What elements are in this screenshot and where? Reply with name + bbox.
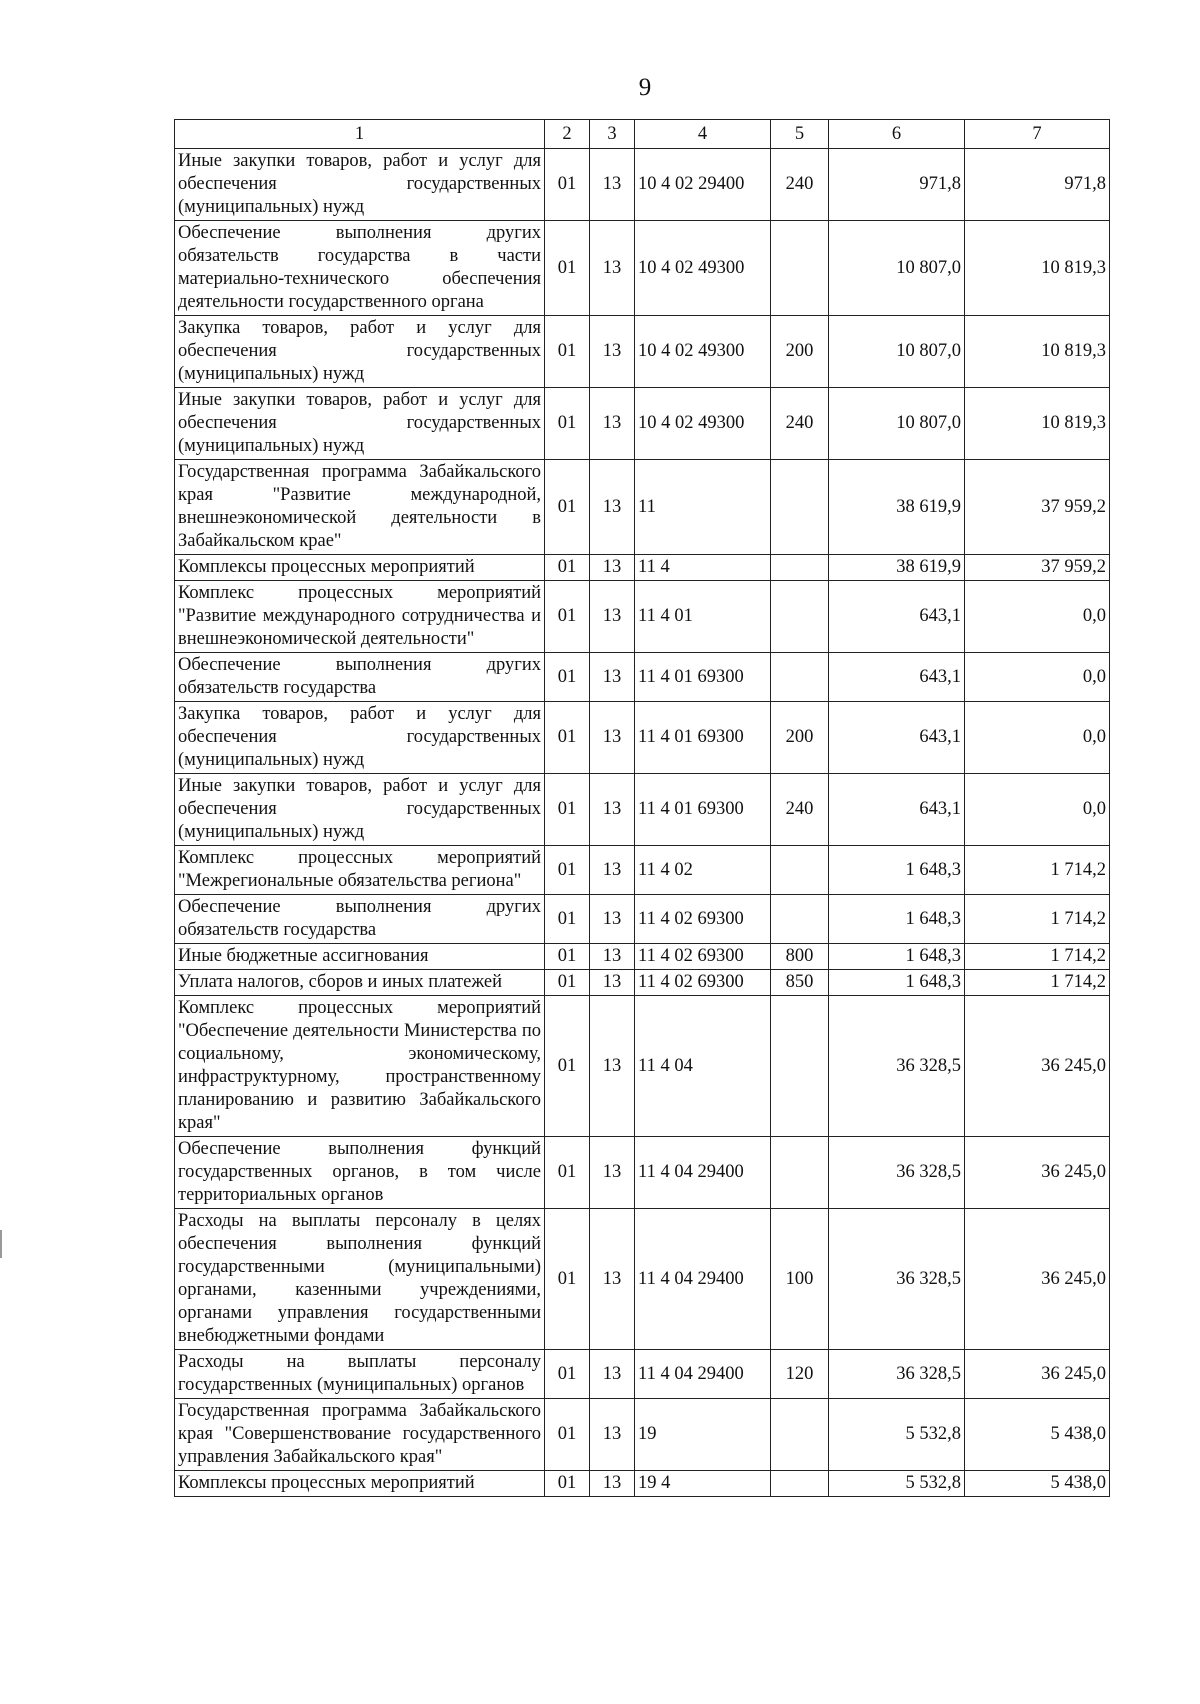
section-code-cell: 01 <box>545 388 590 460</box>
amount-year-1-cell: 643,1 <box>829 774 965 846</box>
scan-edge-mark <box>0 1230 2 1258</box>
expense-type-cell: 100 <box>771 1209 829 1350</box>
amount-year-1-cell: 10 807,0 <box>829 388 965 460</box>
amount-year-2-cell: 10 819,3 <box>965 221 1110 316</box>
table-row <box>175 1137 1110 1209</box>
section-code-cell: 01 <box>545 774 590 846</box>
table-row <box>175 774 1110 846</box>
section-code-cell: 01 <box>545 970 590 996</box>
target-article-cell: 11 4 01 69300 <box>635 653 771 702</box>
table-row <box>175 1209 1110 1350</box>
amount-year-2-cell: 0,0 <box>965 653 1110 702</box>
amount-year-2-cell: 1 714,2 <box>965 944 1110 970</box>
subsection-code-cell: 13 <box>590 149 635 221</box>
expense-type-cell: 240 <box>771 388 829 460</box>
header-cell: 3 <box>590 120 635 149</box>
expense-type-cell <box>771 581 829 653</box>
table-row <box>175 1399 1110 1471</box>
section-code-cell: 01 <box>545 555 590 581</box>
amount-year-1-cell: 1 648,3 <box>829 970 965 996</box>
row-name-cell: Уплата налогов, сборов и иных платежей <box>175 970 545 996</box>
row-name-cell: Расходы на выплаты персоналу в целях обеспечения выполнения функций государственными (муниципальными) органами, казенными учреждениями, органами управления государственными внебюджетными фондами <box>175 1209 545 1350</box>
expense-type-cell <box>771 895 829 944</box>
amount-year-2-cell: 0,0 <box>965 774 1110 846</box>
table-row <box>175 1471 1110 1497</box>
expense-type-cell: 200 <box>771 702 829 774</box>
amount-year-2-cell: 36 245,0 <box>965 1350 1110 1399</box>
header-cell: 2 <box>545 120 590 149</box>
expense-type-cell <box>771 1471 829 1497</box>
subsection-code-cell: 13 <box>590 555 635 581</box>
amount-year-1-cell: 36 328,5 <box>829 1137 965 1209</box>
row-name-cell: Закупка товаров, работ и услуг для обеспечения государственных (муниципальных) нужд <box>175 316 545 388</box>
section-code-cell: 01 <box>545 460 590 555</box>
amount-year-1-cell: 36 328,5 <box>829 1350 965 1399</box>
row-name-cell: Комплексы процессных мероприятий <box>175 555 545 581</box>
table-row <box>175 702 1110 774</box>
expense-type-cell: 240 <box>771 774 829 846</box>
amount-year-1-cell: 1 648,3 <box>829 846 965 895</box>
subsection-code-cell: 13 <box>590 846 635 895</box>
row-name-cell: Иные закупки товаров, работ и услуг для обеспечения государственных (муниципальных) нужд <box>175 149 545 221</box>
section-code-cell: 01 <box>545 653 590 702</box>
amount-year-2-cell: 36 245,0 <box>965 1137 1110 1209</box>
target-article-cell: 10 4 02 29400 <box>635 149 771 221</box>
row-name-cell: Закупка товаров, работ и услуг для обеспечения государственных (муниципальных) нужд <box>175 702 545 774</box>
target-article-cell: 11 4 04 29400 <box>635 1209 771 1350</box>
subsection-code-cell: 13 <box>590 460 635 555</box>
table-row <box>175 388 1110 460</box>
amount-year-1-cell: 1 648,3 <box>829 944 965 970</box>
expense-type-cell: 800 <box>771 944 829 970</box>
subsection-code-cell: 13 <box>590 581 635 653</box>
expense-type-cell <box>771 653 829 702</box>
section-code-cell: 01 <box>545 1350 590 1399</box>
header-cell: 4 <box>635 120 771 149</box>
expense-type-cell: 850 <box>771 970 829 996</box>
target-article-cell: 10 4 02 49300 <box>635 316 771 388</box>
table-row <box>175 221 1110 316</box>
target-article-cell: 11 4 02 <box>635 846 771 895</box>
section-code-cell: 01 <box>545 1137 590 1209</box>
row-name-cell: Расходы на выплаты персоналу государственных (муниципальных) органов <box>175 1350 545 1399</box>
expense-type-cell: 200 <box>771 316 829 388</box>
amount-year-1-cell: 1 648,3 <box>829 895 965 944</box>
amount-year-1-cell: 38 619,9 <box>829 555 965 581</box>
amount-year-2-cell: 1 714,2 <box>965 970 1110 996</box>
section-code-cell: 01 <box>545 581 590 653</box>
amount-year-1-cell: 38 619,9 <box>829 460 965 555</box>
target-article-cell: 11 4 02 69300 <box>635 944 771 970</box>
expense-type-cell: 120 <box>771 1350 829 1399</box>
amount-year-2-cell: 0,0 <box>965 581 1110 653</box>
section-code-cell: 01 <box>545 1209 590 1350</box>
amount-year-2-cell: 1 714,2 <box>965 846 1110 895</box>
table-row <box>175 970 1110 996</box>
subsection-code-cell: 13 <box>590 653 635 702</box>
expense-type-cell <box>771 555 829 581</box>
section-code-cell: 01 <box>545 702 590 774</box>
subsection-code-cell: 13 <box>590 388 635 460</box>
table-row <box>175 944 1110 970</box>
target-article-cell: 11 4 02 69300 <box>635 970 771 996</box>
section-code-cell: 01 <box>545 996 590 1137</box>
section-code-cell: 01 <box>545 1399 590 1471</box>
table-row <box>175 581 1110 653</box>
header-cell: 1 <box>175 120 545 149</box>
subsection-code-cell: 13 <box>590 1137 635 1209</box>
row-name-cell: Комплекс процессных мероприятий "Обеспечение деятельности Министерства по социальному, экономическому, инфраструктурному, пространственному планированию и развитию Забайкальского края" <box>175 996 545 1137</box>
target-article-cell: 11 4 04 29400 <box>635 1137 771 1209</box>
budget-table <box>174 119 1110 1497</box>
section-code-cell: 01 <box>545 149 590 221</box>
subsection-code-cell: 13 <box>590 774 635 846</box>
subsection-code-cell: 13 <box>590 970 635 996</box>
amount-year-1-cell: 5 532,8 <box>829 1399 965 1471</box>
table-row <box>175 316 1110 388</box>
table-row <box>175 653 1110 702</box>
row-name-cell: Обеспечение выполнения других обязательств государства в части материально-технического обеспечения деятельности государственного органа <box>175 221 545 316</box>
row-name-cell: Комплекс процессных мероприятий "Межрегиональные обязательства региона" <box>175 846 545 895</box>
table-body <box>175 149 1110 1497</box>
subsection-code-cell: 13 <box>590 1350 635 1399</box>
target-article-cell: 11 4 02 69300 <box>635 895 771 944</box>
amount-year-1-cell: 643,1 <box>829 702 965 774</box>
table-row <box>175 895 1110 944</box>
amount-year-1-cell: 10 807,0 <box>829 316 965 388</box>
subsection-code-cell: 13 <box>590 1399 635 1471</box>
table-row <box>175 1350 1110 1399</box>
table-row <box>175 149 1110 221</box>
row-name-cell: Иные закупки товаров, работ и услуг для обеспечения государственных (муниципальных) нужд <box>175 388 545 460</box>
row-name-cell: Иные закупки товаров, работ и услуг для обеспечения государственных (муниципальных) нужд <box>175 774 545 846</box>
target-article-cell: 19 <box>635 1399 771 1471</box>
subsection-code-cell: 13 <box>590 702 635 774</box>
section-code-cell: 01 <box>545 1471 590 1497</box>
row-name-cell: Государственная программа Забайкальского края "Развитие международной, внешнеэкономической деятельности в Забайкальском крае" <box>175 460 545 555</box>
row-name-cell: Обеспечение выполнения функций государственных органов, в том числе территориальных органов <box>175 1137 545 1209</box>
header-cell: 6 <box>829 120 965 149</box>
table-row <box>175 846 1110 895</box>
amount-year-2-cell: 5 438,0 <box>965 1471 1110 1497</box>
expense-type-cell <box>771 996 829 1137</box>
expense-type-cell <box>771 846 829 895</box>
header-cell: 5 <box>771 120 829 149</box>
target-article-cell: 11 4 01 69300 <box>635 702 771 774</box>
amount-year-2-cell: 36 245,0 <box>965 1209 1110 1350</box>
subsection-code-cell: 13 <box>590 996 635 1137</box>
expense-type-cell <box>771 1399 829 1471</box>
subsection-code-cell: 13 <box>590 895 635 944</box>
target-article-cell: 11 4 01 <box>635 581 771 653</box>
target-article-cell: 11 4 04 <box>635 996 771 1137</box>
row-name-cell: Комплекс процессных мероприятий "Развитие международного сотрудничества и внешнеэкономической деятельности" <box>175 581 545 653</box>
amount-year-2-cell: 0,0 <box>965 702 1110 774</box>
row-name-cell: Обеспечение выполнения других обязательств государства <box>175 895 545 944</box>
section-code-cell: 01 <box>545 895 590 944</box>
expense-type-cell <box>771 221 829 316</box>
amount-year-2-cell: 37 959,2 <box>965 460 1110 555</box>
amount-year-2-cell: 36 245,0 <box>965 996 1110 1137</box>
expense-type-cell <box>771 460 829 555</box>
row-name-cell: Комплексы процессных мероприятий <box>175 1471 545 1497</box>
table-row <box>175 555 1110 581</box>
amount-year-1-cell: 643,1 <box>829 581 965 653</box>
table-row <box>175 460 1110 555</box>
section-code-cell: 01 <box>545 316 590 388</box>
page-number: 9 <box>638 74 652 101</box>
target-article-cell: 11 4 01 69300 <box>635 774 771 846</box>
target-article-cell: 19 4 <box>635 1471 771 1497</box>
amount-year-2-cell: 5 438,0 <box>965 1399 1110 1471</box>
row-name-cell: Иные бюджетные ассигнования <box>175 944 545 970</box>
target-article-cell: 11 <box>635 460 771 555</box>
amount-year-1-cell: 643,1 <box>829 653 965 702</box>
target-article-cell: 10 4 02 49300 <box>635 221 771 316</box>
amount-year-2-cell: 971,8 <box>965 149 1110 221</box>
row-name-cell: Обеспечение выполнения других обязательств государства <box>175 653 545 702</box>
target-article-cell: 11 4 04 29400 <box>635 1350 771 1399</box>
target-article-cell: 11 4 <box>635 555 771 581</box>
amount-year-2-cell: 10 819,3 <box>965 388 1110 460</box>
target-article-cell: 10 4 02 49300 <box>635 388 771 460</box>
section-code-cell: 01 <box>545 221 590 316</box>
subsection-code-cell: 13 <box>590 1471 635 1497</box>
header-row <box>175 120 1110 149</box>
subsection-code-cell: 13 <box>590 1209 635 1350</box>
expense-type-cell <box>771 1137 829 1209</box>
section-code-cell: 01 <box>545 846 590 895</box>
amount-year-1-cell: 36 328,5 <box>829 1209 965 1350</box>
amount-year-1-cell: 971,8 <box>829 149 965 221</box>
amount-year-1-cell: 10 807,0 <box>829 221 965 316</box>
expense-type-cell: 240 <box>771 149 829 221</box>
amount-year-1-cell: 5 532,8 <box>829 1471 965 1497</box>
header-cell: 7 <box>965 120 1110 149</box>
amount-year-1-cell: 36 328,5 <box>829 996 965 1137</box>
section-code-cell: 01 <box>545 944 590 970</box>
amount-year-2-cell: 1 714,2 <box>965 895 1110 944</box>
amount-year-2-cell: 10 819,3 <box>965 316 1110 388</box>
table-row <box>175 996 1110 1137</box>
amount-year-2-cell: 37 959,2 <box>965 555 1110 581</box>
subsection-code-cell: 13 <box>590 221 635 316</box>
row-name-cell: Государственная программа Забайкальского края "Совершенствование государственного управления Забайкальского края" <box>175 1399 545 1471</box>
subsection-code-cell: 13 <box>590 944 635 970</box>
subsection-code-cell: 13 <box>590 316 635 388</box>
